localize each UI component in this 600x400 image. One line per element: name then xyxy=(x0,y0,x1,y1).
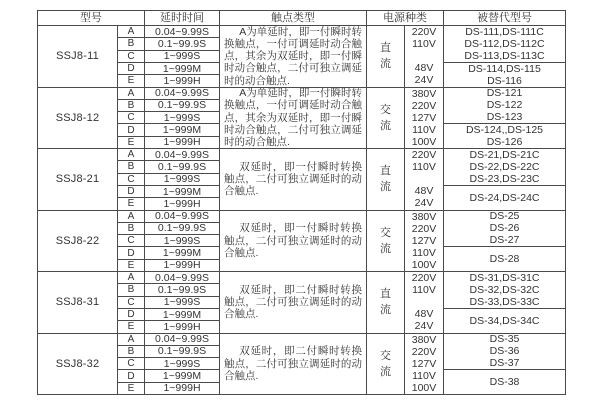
model-group-ssj8-12 xyxy=(38,87,565,149)
voltage-value: 380V xyxy=(411,333,437,346)
delay-value: 0.04~9.99S xyxy=(145,149,219,161)
delay-value: 1~999M xyxy=(145,370,219,382)
col-header-contact: 触点类型 xyxy=(219,11,366,25)
power-type: 直流 xyxy=(379,288,391,317)
variant-letter: B xyxy=(118,38,144,50)
delay-value: 1~999S xyxy=(145,297,219,309)
contact-description: 双延时，即二付瞬时转换触点，二付可独立调延时的动合触点. xyxy=(224,283,362,321)
variant-letter: E xyxy=(127,198,135,210)
voltage-value: 100V xyxy=(411,135,437,148)
variant-letter: D xyxy=(118,63,144,75)
delay-column xyxy=(144,334,219,395)
model-name: SSJ8-32 xyxy=(55,357,100,370)
variant-letter-column xyxy=(117,272,144,333)
delay-column xyxy=(144,26,219,87)
replacement-model: DS-124,,DS-125 xyxy=(465,124,544,137)
variant-letter: E xyxy=(127,75,135,87)
replacement-block-top xyxy=(444,334,565,371)
contact-type-cell xyxy=(219,149,366,210)
contact-type-cell xyxy=(219,211,366,272)
variant-letter: B xyxy=(118,223,144,235)
delay-value: 1~999S xyxy=(145,174,219,186)
replacement-block-bottom xyxy=(444,186,565,210)
model-name: SSJ8-21 xyxy=(55,173,100,186)
delay-value: 0.04~9.99S xyxy=(145,334,219,346)
variant-letter: A xyxy=(118,88,144,100)
voltage-value: 110V xyxy=(412,161,436,174)
variant-letter-column xyxy=(117,334,144,395)
delay-value: 1~999M xyxy=(145,63,219,75)
replacement-column xyxy=(443,149,565,210)
delay-value: 1~999H xyxy=(163,321,201,333)
contact-description: 双延时，即一付瞬时转换触点，二付可独立调延时的动合触点. xyxy=(224,222,362,259)
voltage-column xyxy=(404,149,443,210)
variant-letter: E xyxy=(127,382,135,394)
voltage-value: 220V xyxy=(411,149,437,162)
variant-letter: C xyxy=(118,51,144,63)
power-type-cell xyxy=(366,88,404,149)
power-type: 交流 xyxy=(379,103,391,132)
contact-type-cell xyxy=(219,272,366,333)
model-name: SSJ8-22 xyxy=(55,234,100,247)
voltage-column xyxy=(404,26,443,87)
replacement-block-bottom xyxy=(444,124,565,148)
voltage-value: 24V xyxy=(414,197,434,210)
voltage-value xyxy=(405,173,443,185)
replacement-model: DS-114,DS-115 xyxy=(468,62,541,75)
replacement-model: DS-27 xyxy=(489,234,520,247)
delay-value: 1~999M xyxy=(145,309,219,321)
variant-letter: D xyxy=(118,309,144,321)
power-type: 交流 xyxy=(379,226,391,255)
replacement-model: DS-21,DS-21C xyxy=(469,149,540,161)
replacement-model: DS-111,DS-111C xyxy=(465,26,544,38)
variant-letter: A xyxy=(118,26,144,38)
variant-letter: A xyxy=(118,211,144,223)
voltage-value: 380V xyxy=(411,87,437,100)
delay-column xyxy=(144,88,219,149)
voltage-value: 127V xyxy=(411,234,437,247)
variant-letter: D xyxy=(118,186,144,198)
model-name: SSJ8-11 xyxy=(56,50,99,63)
replacement-block-top xyxy=(444,88,565,125)
delay-value: 1~999S xyxy=(145,112,219,124)
replacement-block-top xyxy=(444,26,565,63)
delay-value: 1~999S xyxy=(145,51,219,63)
replacement-model: DS-37 xyxy=(489,357,520,370)
delay-value: 0.1~99.9S xyxy=(145,346,219,358)
voltage-value xyxy=(405,296,443,308)
voltage-value: 380V xyxy=(411,210,437,223)
contact-description: A为单延时，即一付瞬时转换触点，一付可调延时动合触点，其余为双延时，即一付瞬时动合触点，二付可独立调延时的动合触点. xyxy=(224,26,362,87)
voltage-value: 110V xyxy=(412,38,436,51)
variant-letter: E xyxy=(127,136,135,148)
model-name: SSJ8-12 xyxy=(55,111,100,124)
replacement-block-bottom xyxy=(444,309,565,333)
replacement-block-bottom xyxy=(444,247,565,271)
power-type-cell xyxy=(366,272,404,333)
delay-value: 0.1~99.9S xyxy=(145,161,219,173)
voltage-value: 110V xyxy=(412,246,436,259)
model-name: SSJ8-31 xyxy=(55,296,100,309)
replacement-column xyxy=(443,211,565,272)
contact-type-cell xyxy=(219,26,366,87)
power-type-cell xyxy=(366,334,404,395)
voltage-column xyxy=(404,272,443,333)
model-group-ssj8-21 xyxy=(38,148,565,210)
voltage-value: 220V xyxy=(411,99,437,112)
voltage-value: 48V xyxy=(414,185,434,198)
replacement-model: DS-26 xyxy=(489,222,520,235)
replacement-model: DS-38 xyxy=(489,376,520,389)
delay-value: 0.04~9.99S xyxy=(145,88,219,100)
variant-letter: D xyxy=(118,247,144,259)
power-type: 直流 xyxy=(379,42,391,71)
voltage-column xyxy=(404,88,443,149)
voltage-value: 48V xyxy=(414,62,434,75)
col-header-delay: 延时时间 xyxy=(144,11,219,25)
voltage-value: 48V xyxy=(414,308,434,321)
variant-letter: A xyxy=(118,149,144,161)
replacement-block-bottom xyxy=(444,370,565,394)
variant-letter: B xyxy=(118,161,144,173)
variant-letter-column xyxy=(117,26,144,87)
variant-letter: A xyxy=(118,334,144,346)
variant-letter: E xyxy=(127,321,135,333)
variant-letter-column xyxy=(117,149,144,210)
variant-letter: C xyxy=(118,297,144,309)
voltage-value: 100V xyxy=(411,381,437,394)
model-group-ssj8-22 xyxy=(38,210,565,272)
delay-value: 0.1~99.9S xyxy=(145,223,219,235)
delay-value: 1~999H xyxy=(163,259,201,271)
voltage-value: 24V xyxy=(414,320,434,333)
replacement-block-bottom xyxy=(444,63,565,87)
voltage-value: 127V xyxy=(411,111,437,124)
col-header-model: 型号 xyxy=(80,12,102,24)
col-header-power: 电源种类 xyxy=(366,11,443,25)
power-type: 交流 xyxy=(379,349,391,378)
delay-value: 1~999M xyxy=(145,247,219,259)
model-group-ssj8-11 xyxy=(38,25,565,87)
power-type-cell xyxy=(366,26,404,87)
variant-letter-column xyxy=(117,211,144,272)
variant-letter: B xyxy=(118,100,144,112)
voltage-column xyxy=(404,211,443,272)
voltage-value: 110V xyxy=(412,284,436,297)
replacement-block-top xyxy=(444,272,565,309)
power-type-cell xyxy=(366,211,404,272)
contact-description: 双延时，即一付瞬时转换触点，二付可独立调延时的动合触点. xyxy=(224,160,362,198)
variant-letter: C xyxy=(118,112,144,124)
replacement-model: DS-126 xyxy=(486,136,523,149)
delay-value: 1~999M xyxy=(145,186,219,198)
voltage-value: 220V xyxy=(411,26,437,39)
variant-letter: B xyxy=(118,284,144,296)
variant-letter: A xyxy=(118,272,144,284)
replacement-column xyxy=(443,26,565,87)
model-group-ssj8-32 xyxy=(38,333,565,395)
replacement-model: DS-24,DS-24C xyxy=(469,191,540,204)
replacement-model: DS-113,DS-113C xyxy=(464,49,545,62)
variant-letter: E xyxy=(127,259,135,271)
power-type-cell xyxy=(366,149,404,210)
replacement-model: DS-33,DS-33C xyxy=(469,295,540,308)
replacement-model: DS-121 xyxy=(486,87,523,100)
replacement-model: DS-112,DS-112C xyxy=(464,37,545,50)
table-header xyxy=(38,11,565,25)
replacement-model: DS-31,DS-31C xyxy=(469,272,540,284)
spec-table xyxy=(37,10,566,395)
delay-value: 0.04~9.99S xyxy=(145,211,219,223)
voltage-value: 110V xyxy=(412,369,436,382)
replacement-model: DS-35 xyxy=(489,333,520,346)
voltage-value: 220V xyxy=(411,272,437,285)
replacement-column xyxy=(443,88,565,149)
variant-letter-column xyxy=(117,88,144,149)
delay-column xyxy=(144,272,219,333)
delay-value: 1~999S xyxy=(145,235,219,247)
replacement-block-top xyxy=(444,149,565,186)
voltage-value: 100V xyxy=(411,258,437,271)
delay-value: 0.04~9.99S xyxy=(145,26,219,38)
replacement-model: DS-23,DS-23C xyxy=(469,172,540,185)
variant-letter: D xyxy=(118,370,144,382)
replacement-model: DS-25 xyxy=(489,210,520,223)
variant-letter: C xyxy=(118,174,144,186)
delay-value: 0.04~9.99S xyxy=(145,272,219,284)
variant-letter: C xyxy=(118,235,144,247)
col-header-replaced: 被替代型号 xyxy=(443,11,565,25)
replacement-column xyxy=(443,272,565,333)
delay-value: 1~999H xyxy=(163,198,201,210)
delay-value: 0.1~99.9S xyxy=(145,100,219,112)
replacement-model: DS-122 xyxy=(486,99,523,112)
delay-column xyxy=(144,149,219,210)
delay-value: 1~999M xyxy=(145,124,219,136)
replacement-model: DS-28 xyxy=(489,253,520,266)
replacement-block-top xyxy=(444,211,565,248)
delay-value: 0.1~99.9S xyxy=(145,284,219,296)
variant-letter: B xyxy=(118,346,144,358)
contact-description: A为单延时，即一付瞬时转换触点，一付可调延时动合触点，其余为双延时，即一付瞬时动合触点，二付可独立调延时的动合触点. xyxy=(224,87,362,148)
replacement-model: DS-22,DS-22C xyxy=(469,160,540,173)
voltage-value: 24V xyxy=(414,74,434,87)
voltage-value: 127V xyxy=(411,357,437,370)
variant-letter: C xyxy=(118,358,144,370)
voltage-value: 220V xyxy=(411,222,437,235)
contact-description: 双延时，即二付瞬时转换触点，二付可独立调延时的动合触点. xyxy=(224,345,362,382)
voltage-value: 110V xyxy=(412,123,436,136)
replacement-column xyxy=(443,334,565,395)
variant-letter: D xyxy=(118,124,144,136)
replacement-model: DS-34,DS-34C xyxy=(469,314,540,327)
replacement-model: DS-32,DS-32C xyxy=(469,283,540,296)
power-type: 直流 xyxy=(379,165,391,194)
delay-value: 1~999H xyxy=(163,136,201,148)
replacement-model: DS-36 xyxy=(489,345,520,358)
delay-value: 1~999S xyxy=(145,358,219,370)
replacement-model: DS-116 xyxy=(487,74,522,87)
voltage-column xyxy=(404,334,443,395)
voltage-value xyxy=(405,50,443,62)
delay-column xyxy=(144,211,219,272)
contact-type-cell xyxy=(219,334,366,395)
voltage-value: 220V xyxy=(411,345,437,358)
delay-value: 1~999H xyxy=(163,75,201,87)
delay-value: 1~999H xyxy=(163,382,201,394)
replacement-model: DS-123 xyxy=(486,111,523,124)
model-group-ssj8-31 xyxy=(38,271,565,333)
delay-value: 0.1~99.9S xyxy=(145,38,219,50)
contact-type-cell xyxy=(219,88,366,149)
